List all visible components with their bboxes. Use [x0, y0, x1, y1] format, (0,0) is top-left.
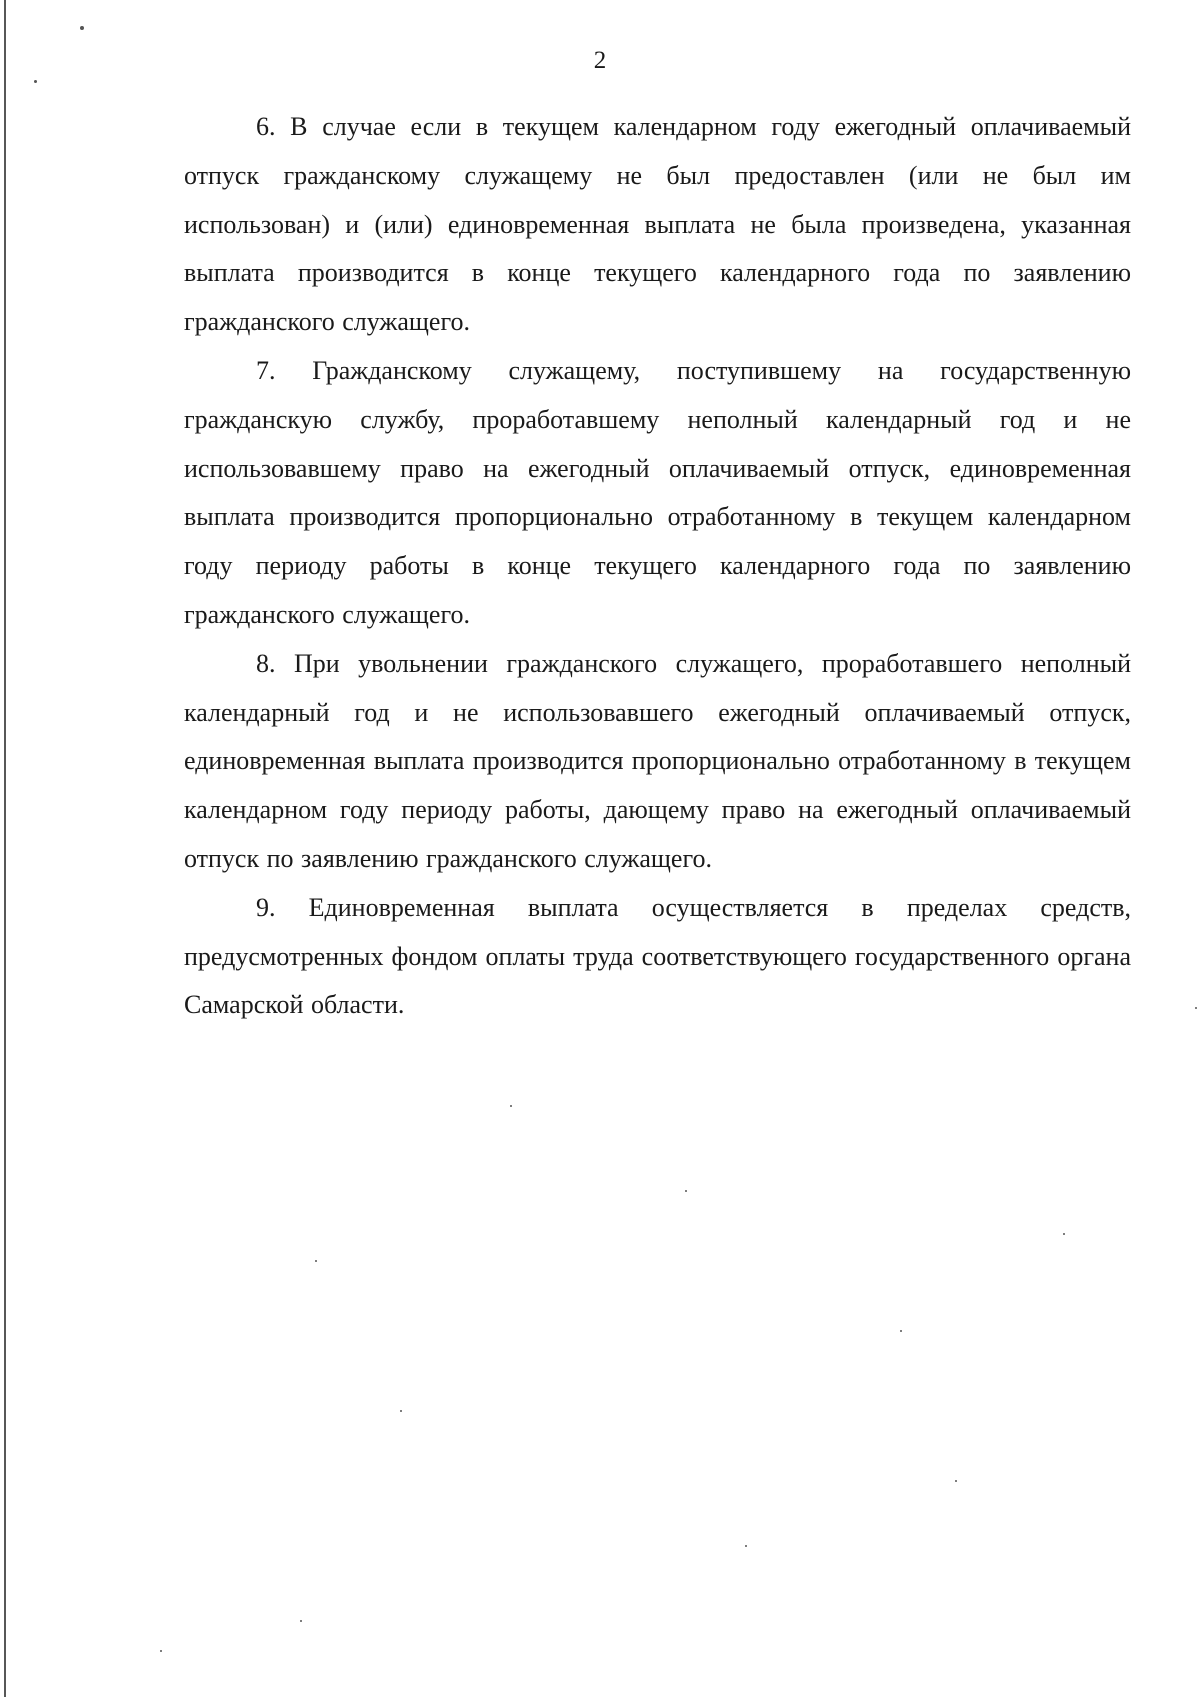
scan-speck [955, 1480, 957, 1482]
document-body [184, 103, 1131, 1030]
scan-speck [1195, 1007, 1197, 1009]
scan-speck [745, 1545, 747, 1547]
scan-left-edge [4, 0, 6, 1697]
scan-speck [34, 80, 37, 83]
scan-speck [160, 1650, 162, 1652]
scan-speck [900, 1330, 902, 1332]
paragraph-9: 9. Единовременная выплата осуществляется в пределах средств, предусмотренных фондом оплаты труда соответствующего государственного органа Самарской области. [184, 892, 1131, 1020]
scan-speck [400, 1410, 402, 1412]
paragraph-6: 6. В случае если в текущем календарном году ежегодный оплачиваемый отпуск гражданскому служащему не был предоставлен (или не был им использован) и (или) единовременная выплата не была произведена, указанная выплата производится в конце текущего календарного года по заявлению гражданского служащего. [184, 112, 1131, 337]
paragraph-8: 8. При увольнении гражданского служащего, проработавшего неполный календарный год и не использовавшего ежегодный оплачиваемый отпуск, единовременная выплата производится пропорционально отработанному в текущем календарном году периоду работы, дающему право на ежегодный оплачиваемый отпуск по заявлению гражданского служащего. [184, 648, 1131, 873]
scan-speck [685, 1190, 687, 1192]
paragraph-7: 7. Гражданскому служащему, поступившему на государственную гражданскую службу, проработавшему неполный календарный год и не использовавшему право на ежегодный оплачиваемый отпуск, единовременная выплата производится пропорционально отработанному в текущем календарном году периоду работы в конце текущего календарного года по заявлению гражданского служащего. [184, 355, 1131, 629]
page-number: 2 [593, 47, 607, 74]
scan-speck [80, 26, 84, 30]
scan-speck [300, 1620, 302, 1622]
scan-speck [315, 1260, 317, 1262]
scan-speck [1063, 1233, 1065, 1235]
scan-speck [510, 1105, 512, 1107]
